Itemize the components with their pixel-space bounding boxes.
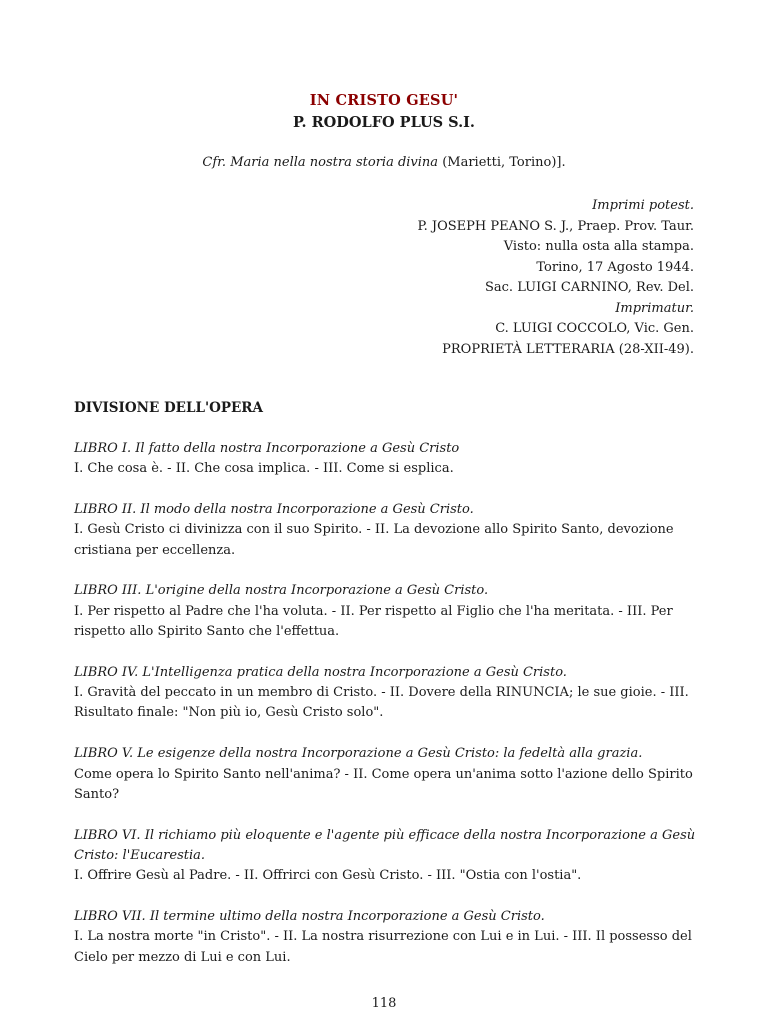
- book-description: Come opera lo Spirito Santo nell'anima? - II. Come opera un'anima sotto l'azione dello Spirito Santo?: [74, 766, 693, 802]
- book-entry: [74, 439, 696, 480]
- book-title: LIBRO III. L'origine della nostra Incorporazione a Gesù Cristo.: [74, 583, 489, 599]
- book-entry: [74, 907, 696, 968]
- section-heading: DIVISIONE DELL'OPERA: [74, 400, 263, 416]
- book-description: I. Che cosa è. - II. Che cosa implica. - III. Come si esplica.: [74, 461, 454, 477]
- book-entry: [74, 744, 696, 805]
- imprimatur-line: Imprimatur.: [615, 300, 694, 316]
- book-entry: [74, 581, 696, 642]
- book-title: LIBRO VI. Il richiamo più eloquente e l'agente più efficace della nostra Incorporazione a Gesù Cristo: l'Eucarestia.: [74, 827, 696, 863]
- reference-prefix: Cfr.: [202, 155, 227, 170]
- reference-line: [0, 155, 768, 170]
- imprimatur-line: Imprimi potest.: [592, 198, 694, 213]
- imprimatur-line: Visto: nulla osta alla stampa.: [503, 239, 694, 254]
- book-description: I. Gesù Cristo ci divinizza con il suo Spirito. - II. La devozione allo Spirito Santo, devozione cristiana per eccellenza.: [74, 522, 674, 558]
- imprimatur-line: PROPRIETÀ LETTERARIA (28-XII-49).: [442, 341, 694, 357]
- reference-publisher: (Marietti, Torino)].: [442, 155, 566, 170]
- book-entry: [74, 500, 696, 561]
- page-number: 118: [371, 996, 397, 1011]
- book-title: LIBRO II. Il modo della nostra Incorporazione a Gesù Cristo.: [74, 502, 474, 518]
- book-entry: [74, 663, 696, 724]
- book-list: [74, 439, 696, 988]
- book-title: LIBRO V. Le esigenze della nostra Incorporazione a Gesù Cristo: la fedeltà alla grazia.: [74, 746, 643, 762]
- book-description: I. Offrire Gesù al Padre. - II. Offrirci con Gesù Cristo. - III. "Ostia con l'ostia".: [74, 868, 582, 884]
- imprimatur-line: C. LUIGI COCCOLO, Vic. Gen.: [495, 321, 694, 336]
- imprimatur-line: P. JOSEPH PEANO S. J., Praep. Prov. Taur.: [417, 218, 694, 234]
- imprimatur-block: [417, 196, 694, 360]
- reference-work-title: Maria nella nostra storia divina: [230, 155, 439, 170]
- document-title: IN CRISTO GESU': [309, 92, 459, 109]
- book-description: I. La nostra morte "in Cristo". - II. La nostra risurrezione con Lui e in Lui. - III. Il possesso del Cielo per mezzo di Lui e con Lui.: [74, 929, 692, 965]
- book-description: I. Gravità del peccato in un membro di Cristo. - II. Dovere della RINUNCIA; le sue gioie. - III. Risultato finale: "Non più io, Gesù Cristo solo".: [74, 685, 689, 721]
- imprimatur-line: Torino, 17 Agosto 1944.: [536, 259, 694, 275]
- book-description: I. Per rispetto al Padre che l'ha voluta. - II. Per rispetto al Figlio che l'ha meritata. - III. Per rispetto allo Spirito Santo che l'effettua.: [74, 603, 673, 640]
- book-entry: [74, 826, 696, 887]
- book-title: LIBRO IV. L'Intelligenza pratica della nostra Incorporazione a Gesù Cristo.: [74, 664, 567, 680]
- document-author: P. RODOLFO PLUS S.I.: [293, 114, 475, 131]
- book-title: LIBRO VII. Il termine ultimo della nostra Incorporazione a Gesù Cristo.: [74, 909, 545, 925]
- imprimatur-line: Sac. LUIGI CARNINO, Rev. Del.: [485, 280, 694, 295]
- book-title: LIBRO I. Il fatto della nostra Incorporazione a Gesù Cristo: [74, 441, 460, 456]
